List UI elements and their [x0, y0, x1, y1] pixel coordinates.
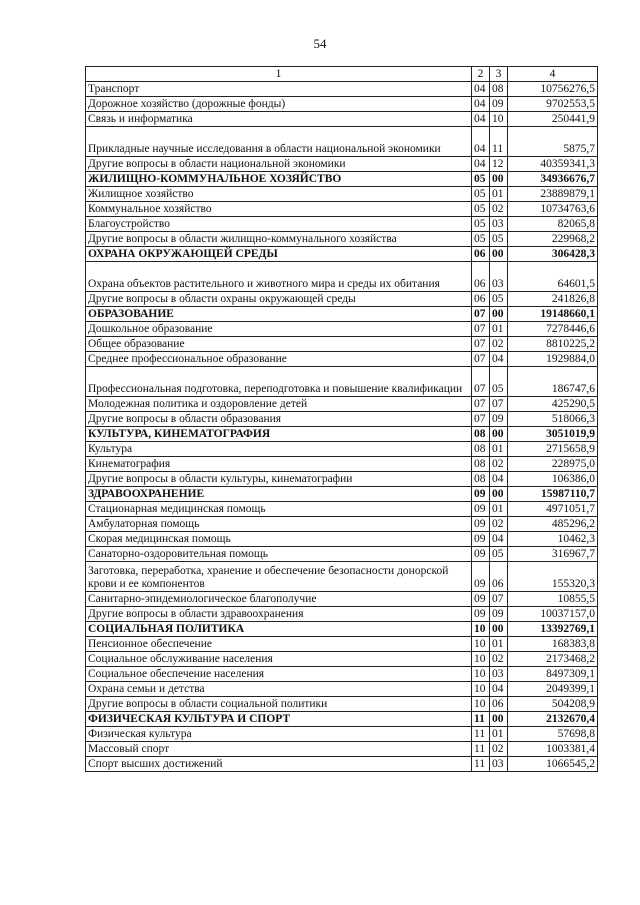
- budget-table: [85, 66, 598, 772]
- row-amount-cell: 34936676,7: [508, 172, 598, 187]
- row-subsection-code-cell: 06: [490, 697, 508, 712]
- row-subsection-code-cell: 09: [490, 607, 508, 622]
- table-row: [86, 292, 598, 307]
- row-section-code-cell: 07: [472, 307, 490, 322]
- row-subsection-code-cell: 01: [490, 442, 508, 457]
- row-name-cell: Амбулаторная помощь: [86, 517, 472, 532]
- row-name-cell: ОБРАЗОВАНИЕ: [86, 307, 472, 322]
- row-subsection-code-cell: 06: [490, 562, 508, 592]
- row-name-cell: Другие вопросы в области национальной экономики: [86, 157, 472, 172]
- row-name-cell: Другие вопросы в области культуры, кинематографии: [86, 472, 472, 487]
- row-amount-cell: 15987110,7: [508, 487, 598, 502]
- row-amount-cell: 4971051,7: [508, 502, 598, 517]
- row-subsection-code-cell: 02: [490, 742, 508, 757]
- table-row: [86, 652, 598, 667]
- row-section-code-cell: 09: [472, 532, 490, 547]
- row-section-code-cell: 09: [472, 502, 490, 517]
- row-amount-cell: 425290,5: [508, 397, 598, 412]
- row-section-code-cell: 10: [472, 667, 490, 682]
- row-section-code-cell: 09: [472, 607, 490, 622]
- row-section-code-cell: 04: [472, 112, 490, 127]
- table-row: [86, 157, 598, 172]
- row-amount-cell: 306428,3: [508, 247, 598, 262]
- row-subsection-code-cell: 01: [490, 637, 508, 652]
- row-name-cell: Санитарно-эпидемиологическое благополучие: [86, 592, 472, 607]
- row-subsection-code-cell: 02: [490, 652, 508, 667]
- row-section-code-cell: 10: [472, 682, 490, 697]
- row-name-cell: Другие вопросы в области жилищно-коммунального хозяйства: [86, 232, 472, 247]
- row-name-cell: Жилищное хозяйство: [86, 187, 472, 202]
- row-section-code-cell: 04: [472, 157, 490, 172]
- row-subsection-code-cell: 09: [490, 412, 508, 427]
- section-row: [86, 712, 598, 727]
- table-row: [86, 607, 598, 622]
- row-name-cell: Профессиональная подготовка, переподготовка и повышение квалификации: [86, 367, 472, 397]
- row-subsection-code-cell: 00: [490, 307, 508, 322]
- table-row: [86, 457, 598, 472]
- row-subsection-code-cell: 12: [490, 157, 508, 172]
- row-name-cell: Санаторно-оздоровительная помощь: [86, 547, 472, 562]
- row-name-cell: Скорая медицинская помощь: [86, 532, 472, 547]
- row-subsection-code-cell: 05: [490, 232, 508, 247]
- table-row: [86, 262, 598, 292]
- row-amount-cell: 23889879,1: [508, 187, 598, 202]
- row-name-cell: ЗДРАВООХРАНЕНИЕ: [86, 487, 472, 502]
- row-name-cell: Транспорт: [86, 82, 472, 97]
- row-name-cell: ФИЗИЧЕСКАЯ КУЛЬТУРА И СПОРТ: [86, 712, 472, 727]
- row-section-code-cell: 07: [472, 337, 490, 352]
- row-name-cell: Социальное обеспечение населения: [86, 667, 472, 682]
- row-name-cell: Коммунальное хозяйство: [86, 202, 472, 217]
- table-row: [86, 82, 598, 97]
- row-amount-cell: 316967,7: [508, 547, 598, 562]
- row-subsection-code-cell: 11: [490, 127, 508, 157]
- row-name-cell: Среднее профессиональное образование: [86, 352, 472, 367]
- row-amount-cell: 10462,3: [508, 532, 598, 547]
- row-name-cell: ОХРАНА ОКРУЖАЮЩЕЙ СРЕДЫ: [86, 247, 472, 262]
- table-row: [86, 202, 598, 217]
- table-row: [86, 412, 598, 427]
- row-section-code-cell: 08: [472, 442, 490, 457]
- row-section-code-cell: 08: [472, 472, 490, 487]
- table-row: [86, 532, 598, 547]
- row-subsection-code-cell: 03: [490, 262, 508, 292]
- row-amount-cell: 10037157,0: [508, 607, 598, 622]
- table-row: [86, 442, 598, 457]
- row-subsection-code-cell: 02: [490, 202, 508, 217]
- row-subsection-code-cell: 01: [490, 322, 508, 337]
- row-subsection-code-cell: 04: [490, 682, 508, 697]
- row-name-cell: Социальное обслуживание населения: [86, 652, 472, 667]
- row-section-code-cell: 07: [472, 412, 490, 427]
- row-subsection-code-cell: 04: [490, 472, 508, 487]
- row-amount-cell: 10756276,5: [508, 82, 598, 97]
- row-name-cell: Пенсионное обеспечение: [86, 637, 472, 652]
- page-number: 54: [313, 36, 327, 51]
- row-section-code-cell: 08: [472, 427, 490, 442]
- row-subsection-code-cell: 00: [490, 622, 508, 637]
- row-section-code-cell: 10: [472, 697, 490, 712]
- row-amount-cell: 1003381,4: [508, 742, 598, 757]
- column-header-4: 4: [508, 67, 598, 82]
- row-name-cell: Кинематография: [86, 457, 472, 472]
- row-subsection-code-cell: 09: [490, 97, 508, 112]
- row-name-cell: Молодежная политика и оздоровление детей: [86, 397, 472, 412]
- row-subsection-code-cell: 03: [490, 757, 508, 772]
- row-section-code-cell: 05: [472, 217, 490, 232]
- table-row: [86, 682, 598, 697]
- row-subsection-code-cell: 03: [490, 217, 508, 232]
- row-amount-cell: 82065,8: [508, 217, 598, 232]
- table-row: [86, 187, 598, 202]
- table-row: [86, 97, 598, 112]
- row-name-cell: Культура: [86, 442, 472, 457]
- row-subsection-code-cell: 00: [490, 172, 508, 187]
- table-row: [86, 217, 598, 232]
- row-section-code-cell: 09: [472, 592, 490, 607]
- row-amount-cell: 250441,9: [508, 112, 598, 127]
- row-section-code-cell: 04: [472, 82, 490, 97]
- row-section-code-cell: 09: [472, 487, 490, 502]
- row-section-code-cell: 05: [472, 172, 490, 187]
- column-header-2: 2: [472, 67, 490, 82]
- section-row: [86, 307, 598, 322]
- row-amount-cell: 518066,3: [508, 412, 598, 427]
- row-amount-cell: 228975,0: [508, 457, 598, 472]
- row-subsection-code-cell: 10: [490, 112, 508, 127]
- table-row: [86, 232, 598, 247]
- row-name-cell: Массовый спорт: [86, 742, 472, 757]
- column-header-1: 1: [86, 67, 472, 82]
- table-row: [86, 517, 598, 532]
- row-amount-cell: 19148660,1: [508, 307, 598, 322]
- row-subsection-code-cell: 07: [490, 592, 508, 607]
- table-row: [86, 472, 598, 487]
- row-name-cell: Охрана объектов растительного и животного мира и среды их обитания: [86, 262, 472, 292]
- row-amount-cell: 57698,8: [508, 727, 598, 742]
- row-subsection-code-cell: 01: [490, 727, 508, 742]
- row-subsection-code-cell: 01: [490, 502, 508, 517]
- row-amount-cell: 7278446,6: [508, 322, 598, 337]
- row-subsection-code-cell: 02: [490, 457, 508, 472]
- row-section-code-cell: 04: [472, 127, 490, 157]
- row-amount-cell: 8497309,1: [508, 667, 598, 682]
- table-row: [86, 667, 598, 682]
- table-row: [86, 742, 598, 757]
- row-amount-cell: 13392769,1: [508, 622, 598, 637]
- row-amount-cell: 2715658,9: [508, 442, 598, 457]
- row-name-cell: Благоустройство: [86, 217, 472, 232]
- table-row: [86, 637, 598, 652]
- table-row: [86, 337, 598, 352]
- row-section-code-cell: 10: [472, 622, 490, 637]
- row-amount-cell: 40359341,3: [508, 157, 598, 172]
- row-section-code-cell: 06: [472, 262, 490, 292]
- row-section-code-cell: 10: [472, 637, 490, 652]
- row-subsection-code-cell: 08: [490, 82, 508, 97]
- row-section-code-cell: 07: [472, 352, 490, 367]
- row-subsection-code-cell: 05: [490, 292, 508, 307]
- table-row: [86, 727, 598, 742]
- row-amount-cell: 1929884,0: [508, 352, 598, 367]
- row-name-cell: Общее образование: [86, 337, 472, 352]
- table-row: [86, 112, 598, 127]
- table-header-row: [86, 67, 598, 82]
- row-subsection-code-cell: 04: [490, 532, 508, 547]
- table-body: [86, 82, 598, 772]
- row-amount-cell: 64601,5: [508, 262, 598, 292]
- row-name-cell: Дорожное хозяйство (дорожные фонды): [86, 97, 472, 112]
- row-name-cell: Связь и информатика: [86, 112, 472, 127]
- section-row: [86, 172, 598, 187]
- row-name-cell: Заготовка, переработка, хранение и обеспечение безопасности донорской крови и ее компонентов: [86, 562, 472, 592]
- table-row: [86, 697, 598, 712]
- table-row: [86, 397, 598, 412]
- row-subsection-code-cell: 03: [490, 667, 508, 682]
- row-name-cell: Другие вопросы в области социальной политики: [86, 697, 472, 712]
- section-row: [86, 622, 598, 637]
- row-section-code-cell: 09: [472, 517, 490, 532]
- row-amount-cell: 8810225,2: [508, 337, 598, 352]
- row-section-code-cell: 11: [472, 757, 490, 772]
- row-section-code-cell: 07: [472, 367, 490, 397]
- table-row: [86, 502, 598, 517]
- row-amount-cell: 485296,2: [508, 517, 598, 532]
- row-amount-cell: 229968,2: [508, 232, 598, 247]
- row-section-code-cell: 11: [472, 742, 490, 757]
- row-amount-cell: 504208,9: [508, 697, 598, 712]
- row-section-code-cell: 07: [472, 322, 490, 337]
- row-section-code-cell: 05: [472, 232, 490, 247]
- section-row: [86, 247, 598, 262]
- row-amount-cell: 10734763,6: [508, 202, 598, 217]
- row-name-cell: Другие вопросы в области охраны окружающей среды: [86, 292, 472, 307]
- row-subsection-code-cell: 07: [490, 397, 508, 412]
- row-subsection-code-cell: 05: [490, 367, 508, 397]
- row-amount-cell: 186747,6: [508, 367, 598, 397]
- table-row: [86, 127, 598, 157]
- row-name-cell: СОЦИАЛЬНАЯ ПОЛИТИКА: [86, 622, 472, 637]
- row-section-code-cell: 05: [472, 187, 490, 202]
- row-section-code-cell: 06: [472, 292, 490, 307]
- row-section-code-cell: 08: [472, 457, 490, 472]
- table-row: [86, 757, 598, 772]
- row-name-cell: Охрана семьи и детства: [86, 682, 472, 697]
- row-amount-cell: 1066545,2: [508, 757, 598, 772]
- table-row: [86, 322, 598, 337]
- table-row: [86, 367, 598, 397]
- row-name-cell: Дошкольное образование: [86, 322, 472, 337]
- section-row: [86, 427, 598, 442]
- row-subsection-code-cell: 00: [490, 487, 508, 502]
- table-row: [86, 562, 598, 592]
- table-row: [86, 547, 598, 562]
- row-subsection-code-cell: 02: [490, 337, 508, 352]
- table-row: [86, 352, 598, 367]
- row-amount-cell: 2132670,4: [508, 712, 598, 727]
- row-amount-cell: 155320,3: [508, 562, 598, 592]
- column-header-3: 3: [490, 67, 508, 82]
- row-section-code-cell: 11: [472, 712, 490, 727]
- row-subsection-code-cell: 00: [490, 427, 508, 442]
- row-amount-cell: 10855,5: [508, 592, 598, 607]
- row-amount-cell: 5875,7: [508, 127, 598, 157]
- row-subsection-code-cell: 02: [490, 517, 508, 532]
- section-row: [86, 487, 598, 502]
- row-amount-cell: 2173468,2: [508, 652, 598, 667]
- row-name-cell: Стационарная медицинская помощь: [86, 502, 472, 517]
- row-name-cell: Другие вопросы в области образования: [86, 412, 472, 427]
- row-subsection-code-cell: 01: [490, 187, 508, 202]
- row-subsection-code-cell: 04: [490, 352, 508, 367]
- row-amount-cell: 2049399,1: [508, 682, 598, 697]
- row-section-code-cell: 04: [472, 97, 490, 112]
- row-name-cell: КУЛЬТУРА, КИНЕМАТОГРАФИЯ: [86, 427, 472, 442]
- row-amount-cell: 168383,8: [508, 637, 598, 652]
- row-subsection-code-cell: 05: [490, 547, 508, 562]
- row-name-cell: Спорт высших достижений: [86, 757, 472, 772]
- row-amount-cell: 106386,0: [508, 472, 598, 487]
- row-amount-cell: 9702553,5: [508, 97, 598, 112]
- row-amount-cell: 3051019,9: [508, 427, 598, 442]
- row-name-cell: Физическая культура: [86, 727, 472, 742]
- row-section-code-cell: 09: [472, 562, 490, 592]
- row-name-cell: Прикладные научные исследования в области национальной экономики: [86, 127, 472, 157]
- row-section-code-cell: 10: [472, 652, 490, 667]
- row-amount-cell: 241826,8: [508, 292, 598, 307]
- row-name-cell: ЖИЛИЩНО-КОММУНАЛЬНОЕ ХОЗЯЙСТВО: [86, 172, 472, 187]
- row-section-code-cell: 06: [472, 247, 490, 262]
- row-section-code-cell: 11: [472, 727, 490, 742]
- table-row: [86, 592, 598, 607]
- row-section-code-cell: 09: [472, 547, 490, 562]
- row-name-cell: Другие вопросы в области здравоохранения: [86, 607, 472, 622]
- row-section-code-cell: 05: [472, 202, 490, 217]
- row-section-code-cell: 07: [472, 397, 490, 412]
- row-subsection-code-cell: 00: [490, 712, 508, 727]
- row-subsection-code-cell: 00: [490, 247, 508, 262]
